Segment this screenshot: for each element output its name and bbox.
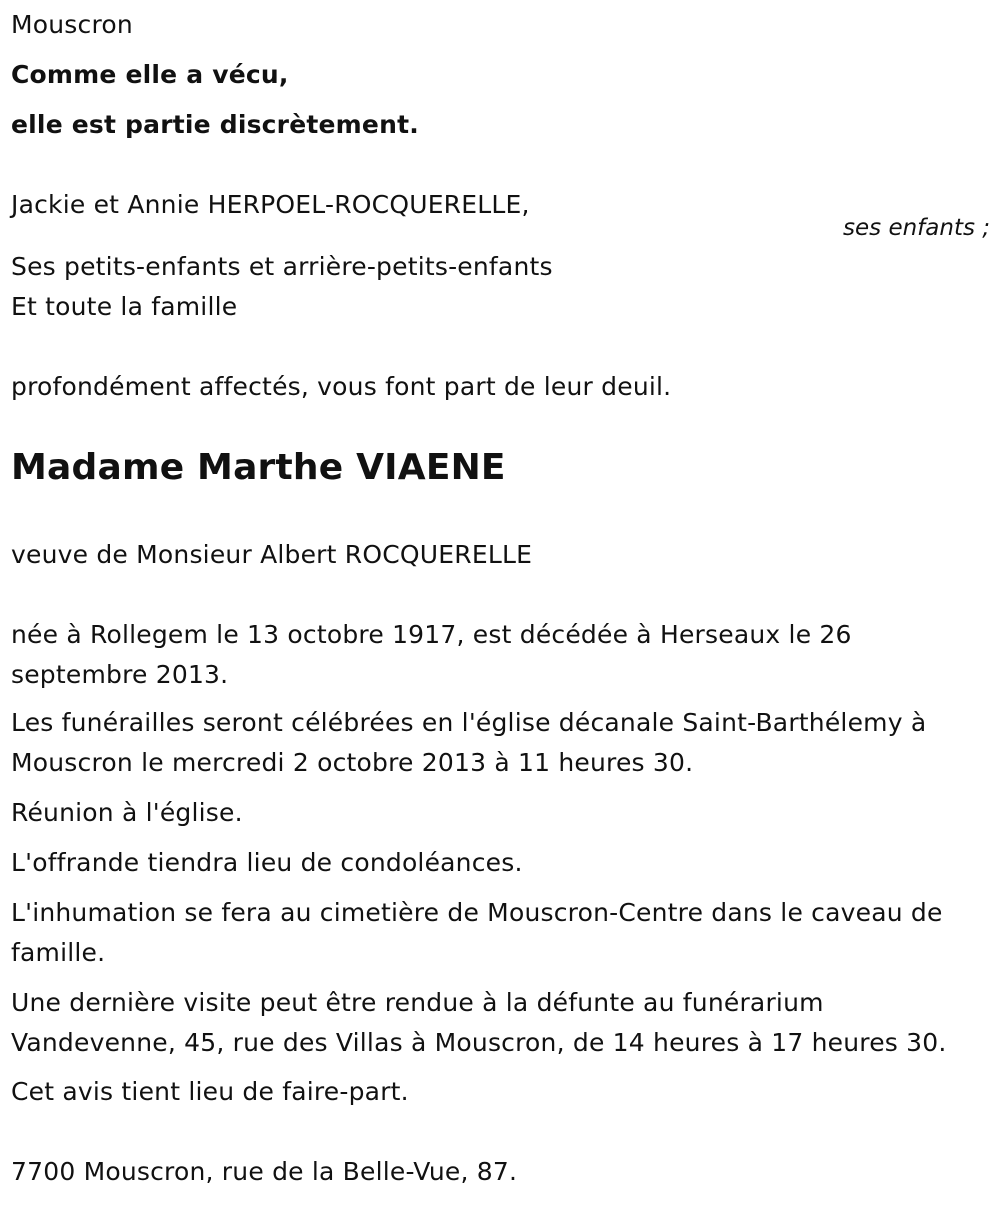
all-family: Et toute la famille [11, 292, 238, 321]
quote-line-1: Comme elle a vécu, [11, 60, 289, 89]
deceased-name: Madame Marthe VIAENE [11, 447, 506, 488]
address: 7700 Mouscron, rue de la Belle-Vue, 87. [11, 1157, 518, 1186]
widow-of: veuve de Monsieur Albert ROCQUERELLE [11, 540, 533, 569]
birth-death-line-1: née à Rollegem le 13 octobre 1917, est décédée à Herseaux le 26 [11, 620, 852, 649]
notice: Cet avis tient lieu de faire-part. [11, 1077, 409, 1106]
grandchildren: Ses petits-enfants et arrière-petits-enfants [11, 252, 553, 281]
visit-line-1: Une dernière visite peut être rendue à la défunte au funérarium [11, 988, 824, 1017]
funeral-line-2: Mouscron le mercredi 2 octobre 2013 à 11 heures 30. [11, 748, 694, 777]
offering: L'offrande tiendra lieu de condoléances. [11, 848, 523, 877]
location-header: Mouscron [11, 10, 133, 39]
burial-line-1: L'inhumation se fera au cimetière de Mouscron-Centre dans le caveau de [11, 898, 943, 927]
quote-line-2: elle est partie discrètement. [11, 110, 419, 139]
gathering: Réunion à l'église. [11, 798, 243, 827]
children-role: ses enfants ; [843, 215, 990, 241]
birth-death-line-2: septembre 2013. [11, 660, 229, 689]
visit-line-2: Vandevenne, 45, rue des Villas à Mouscron, de 14 heures à 17 heures 30. [11, 1028, 947, 1057]
burial-line-2: famille. [11, 938, 106, 967]
children-names: Jackie et Annie HERPOEL-ROCQUERELLE, [11, 190, 530, 219]
funeral-line-1: Les funérailles seront célébrées en l'église décanale Saint-Barthélemy à [11, 708, 927, 737]
announcement: profondément affectés, vous font part de leur deuil. [11, 372, 672, 401]
